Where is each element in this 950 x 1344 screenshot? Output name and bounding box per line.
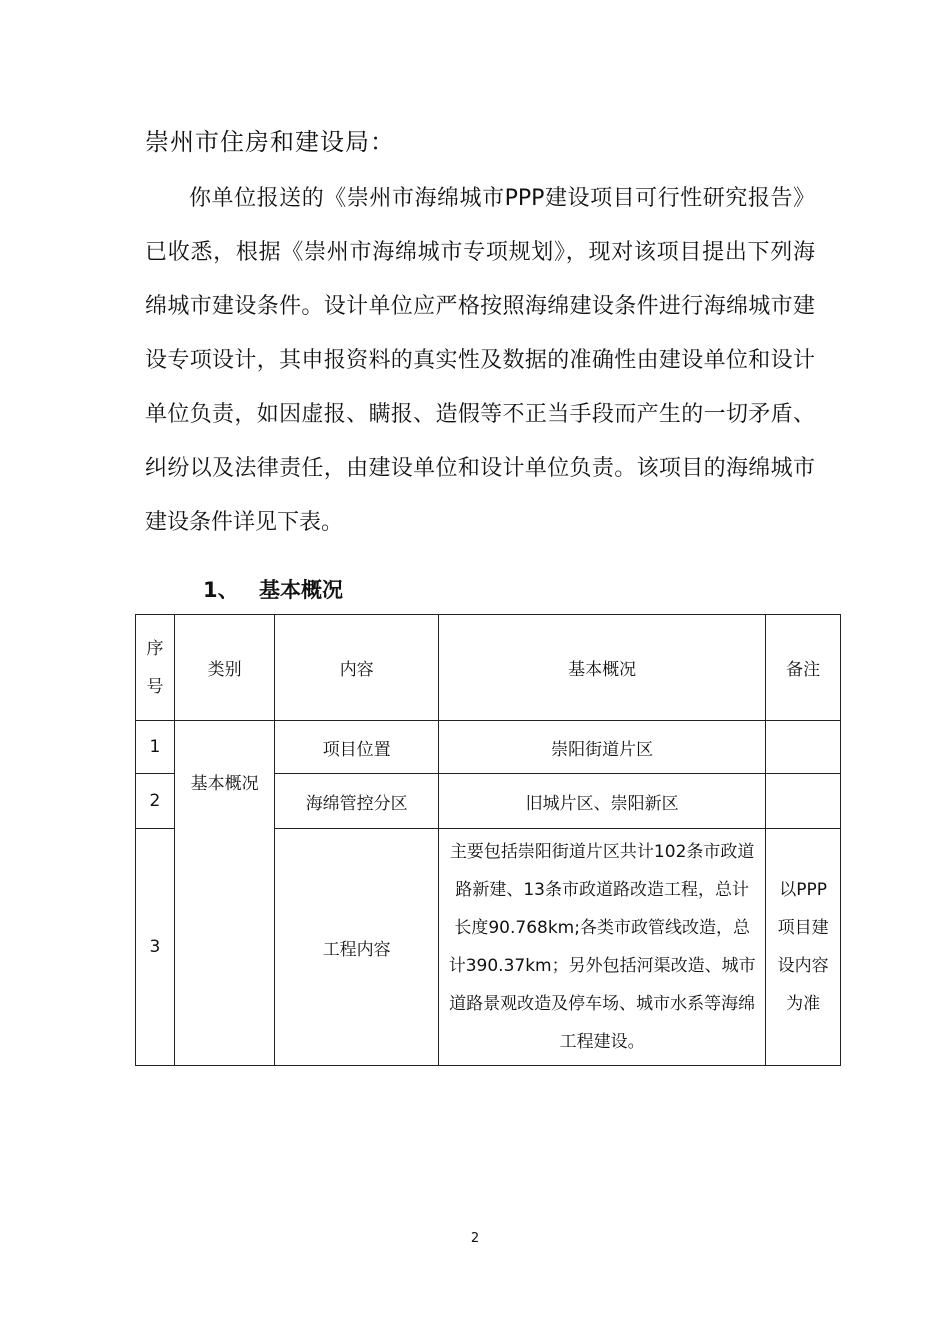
row-seq: 3 <box>136 829 175 1066</box>
row-overview: 崇阳街道片区 <box>439 721 766 774</box>
table-header-row <box>136 615 841 721</box>
row-overview: 旧城片区、崇阳新区 <box>439 774 766 829</box>
section-number: 1、 <box>203 578 239 602</box>
row-remark <box>766 774 841 829</box>
table-row <box>136 721 841 774</box>
conditions-table <box>135 614 841 1066</box>
row-overview: 主要包括崇阳街道片区共计102条市政道路新建、13条市政道路改造工程，总计长度90.768km;各类市政管线改造，总计390.37km；另外包括河渠改造、城市道路景观改造及停车场、城市水系等海绵工程建设。 <box>439 829 766 1066</box>
section-heading <box>203 574 343 604</box>
letter-body: 你单位报送的《崇州市海绵城市PPP建设项目可行性研究报告》已收悉，根据《崇州市海绵城市专项规划》，现对该项目提出下列海绵城市建设条件。设计单位应严格按照海绵建设条件进行海绵城市建设专项设计，其申报资料的真实性及数据的准确性由建设单位和设计单位负责，如因虚报、瞒报、造假等不正当手段而产生的一切矛盾、纠纷以及法律责任，由建设单位和设计单位负责。该项目的海绵城市建设条件详见下表。 <box>145 186 815 535</box>
row-content: 项目位置 <box>275 721 439 774</box>
row-seq: 1 <box>136 721 175 774</box>
header-remark: 备注 <box>766 615 841 721</box>
row-remark: 以PPP项目建设内容为准 <box>766 829 841 1066</box>
section-title: 基本概况 <box>259 578 343 602</box>
page-number: 2 <box>470 1231 480 1246</box>
row-remark <box>766 721 841 774</box>
row-content: 工程内容 <box>275 829 439 1066</box>
addressee: 崇州市住房和建设局： <box>145 128 395 156</box>
header-overview: 基本概况 <box>439 615 766 721</box>
header-content: 内容 <box>275 615 439 721</box>
header-category: 类别 <box>174 615 274 721</box>
row-seq: 2 <box>136 774 175 829</box>
category-cell: 基本概况 <box>174 721 274 1066</box>
header-seq: 序号 <box>136 615 175 721</box>
row-content: 海绵管控分区 <box>275 774 439 829</box>
